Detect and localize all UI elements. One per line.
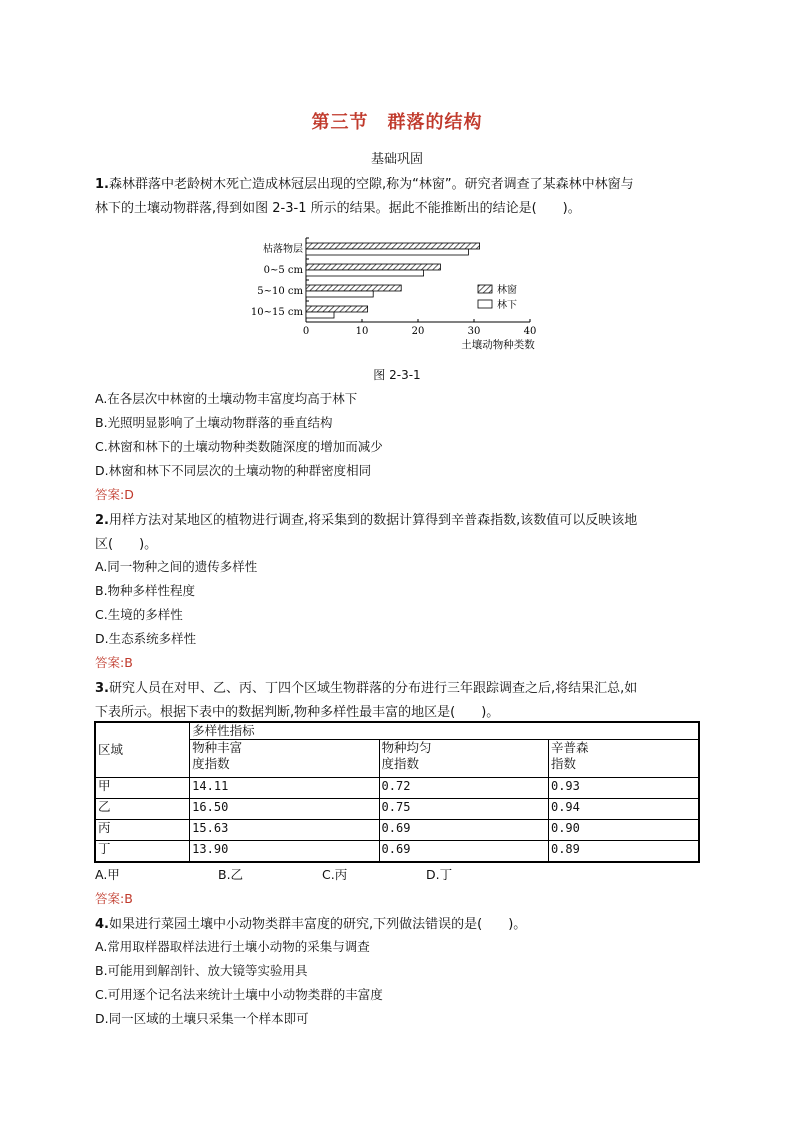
bar-under-forest [306,291,373,297]
bar-forest-gap [306,285,401,291]
q4-option-b: B.可能用到解剖针、放大镜等实验用具 [95,963,308,978]
category-label: 10~15 cm [250,307,303,318]
legend-label: 林下 [497,300,517,311]
q4-number: 4. [95,917,109,932]
section-heading: 基础巩固 [370,152,423,167]
q3-choice-d: D.丁 [426,867,453,882]
category-label: 枯落物层 [263,244,303,255]
x-tick-label: 0 [302,326,310,337]
table-cell: 15.63 [190,820,379,841]
q2-option-b: B.物种多样性程度 [95,583,196,598]
table-cell: 0.69 [379,841,548,862]
bar-under-forest [306,312,334,318]
q1-option-d: D.林窗和林下不同层次的土壤动物的种群密度相同 [95,463,372,478]
table-row [95,778,699,799]
q4-option-c: C.可用逐个记名法来统计土壤中小动物类群的丰富度 [95,987,383,1002]
q2-option-a: A.同一物种之间的遗传多样性 [95,559,258,574]
table-cell-region: 丙 [95,820,190,841]
table-cell: 0.69 [379,820,548,841]
q2-text-line2: 区( )。 [95,537,158,552]
bar-forest-gap [306,306,368,312]
q3-text-line2: 下表所示。根据下表中的数据判断,物种多样性最丰富的地区是( )。 [95,705,500,720]
bar-under-forest [306,249,468,255]
table-cell: 0.94 [548,799,699,820]
table-header-simpson: 辛普森 指数 [548,740,699,778]
bar-forest-gap [306,243,480,249]
bar-forest-gap [306,264,440,270]
q4-option-a: A.常用取样器取样法进行土壤小动物的采集与调查 [95,939,370,954]
table-corner-header: 区域 [95,722,190,778]
table-cell: 16.50 [190,799,379,820]
table-cell-region: 乙 [95,799,190,820]
q1-answer: 答案:D [95,487,134,502]
table-cell: 14.11 [190,778,379,799]
table-cell: 0.72 [379,778,548,799]
bar-under-forest [306,270,424,276]
category-label: 5~10 cm [257,286,303,297]
q1-text-line2: 林下的土壤动物群落,得到如图 2-3-1 所示的结果。据此不能推断出的结论是( )。 [95,201,581,216]
figure-caption: 图 2-3-1 [373,368,421,382]
table-cell-region: 丁 [95,841,190,862]
q1-number: 1. [95,177,109,192]
table-header-richness: 物种丰富 度指数 [190,740,379,778]
legend-label: 林窗 [497,285,517,296]
q2-option-c: C.生境的多样性 [95,607,183,622]
x-tick-label: 30 [467,326,481,337]
q2-number: 2. [95,513,109,528]
q3-number: 3. [95,681,109,696]
q1-option-b: B.光照明显影响了土壤动物群落的垂直结构 [95,415,333,430]
table-header-evenness: 物种均匀 度指数 [379,740,548,778]
q1-text-line1: 1.森林群落中老龄树木死亡造成林冠层出现的空隙,称为“林窗”。研究者调查了某森林中林窗与 [95,177,634,192]
x-axis-title: 土壤动物种类数 [461,339,535,351]
legend-swatch [478,300,492,308]
q3-choices [95,865,452,883]
category-label: 0~5 cm [263,265,303,276]
table-row [95,799,699,820]
soil-animal-bar-chart [240,230,560,356]
page-title: 第三节 群落的结构 [311,112,483,133]
x-tick-label: 20 [411,326,425,337]
q3-answer: 答案:B [95,891,133,906]
table-row [95,820,699,841]
table-cell: 0.90 [548,820,699,841]
q3-text-line1: 3.研究人员在对甲、乙、丙、丁四个区域生物群落的分布进行三年跟踪调查之后,将结果汇总,如 [95,681,638,696]
q4-option-d: D.同一区域的土壤只采集一个样本即可 [95,1011,309,1026]
table-cell: 0.89 [548,841,699,862]
q3-choice-b: B.乙 [218,867,244,882]
q2-answer: 答案:B [95,655,133,670]
q1-option-c: C.林窗和林下的土壤动物种类数随深度的增加而减少 [95,439,383,454]
q4-text-line1: 4.如果进行菜园土壤中小动物类群丰富度的研究,下列做法错误的是( )。 [95,917,527,932]
table-cell: 13.90 [190,841,379,862]
table-cell: 0.75 [379,799,548,820]
q1-option-a: A.在各层次中林窗的土壤动物丰富度均高于林下 [95,391,358,406]
table-group-header: 多样性指标 [190,722,699,740]
q2-text-line1: 2.用样方法对某地区的植物进行调查,将采集到的数据计算得到辛普森指数,该数值可以反映该地 [95,513,638,528]
table-row [95,841,699,862]
x-tick-label: 10 [355,326,369,337]
diversity-table [94,721,700,863]
legend-swatch [478,285,492,293]
q3-choice-c: C.丙 [322,867,348,882]
table-cell: 0.93 [548,778,699,799]
q3-choice-a: A.甲 [95,867,120,882]
q2-option-d: D.生态系统多样性 [95,631,197,646]
table-cell-region: 甲 [95,778,190,799]
x-tick-label: 40 [523,326,537,337]
